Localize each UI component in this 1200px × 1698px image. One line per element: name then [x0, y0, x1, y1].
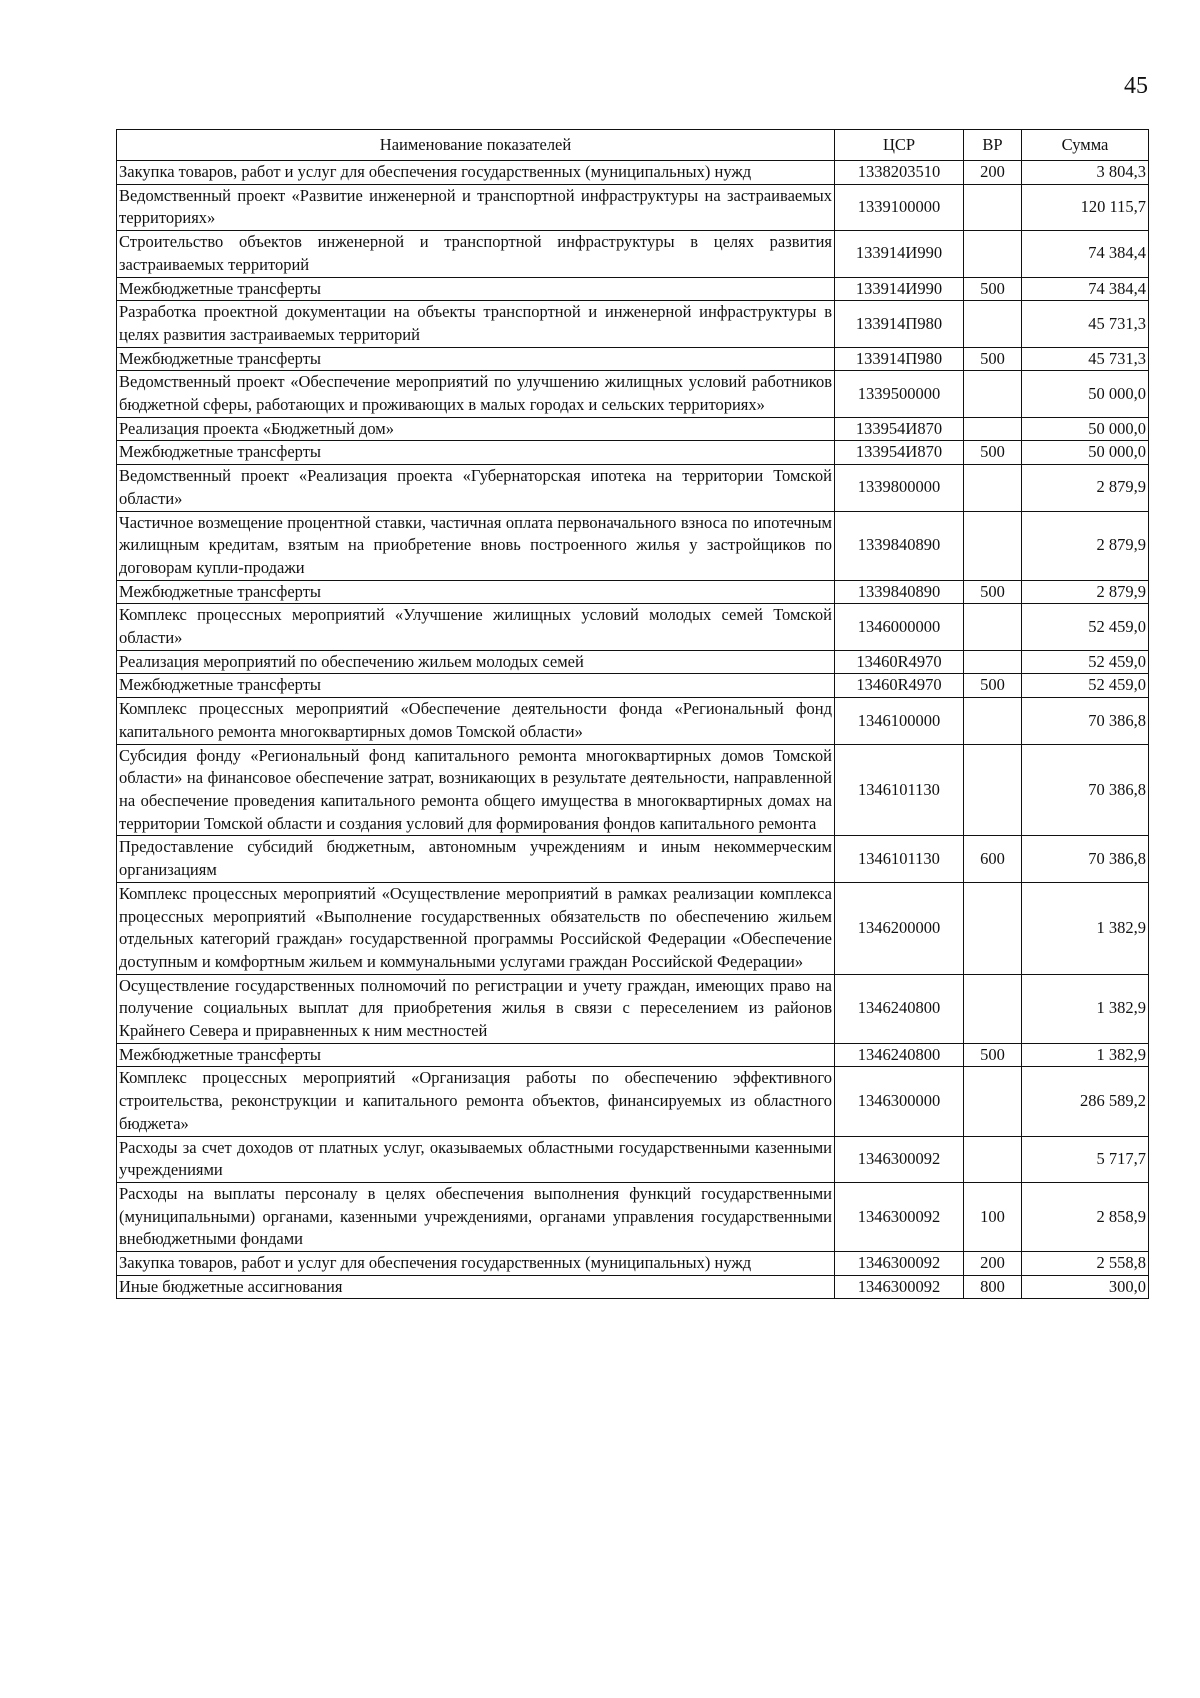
cell-sum: 5 717,7 [1022, 1136, 1149, 1182]
cell-name: Межбюджетные трансферты [117, 674, 835, 698]
page-number: 45 [1124, 73, 1148, 99]
cell-vr [964, 231, 1022, 277]
cell-csr: 133914И990 [835, 277, 964, 301]
cell-vr [964, 371, 1022, 417]
cell-vr: 600 [964, 836, 1022, 882]
cell-vr [964, 650, 1022, 674]
cell-csr: 1346300092 [835, 1275, 964, 1299]
cell-csr: 1346300092 [835, 1182, 964, 1251]
cell-sum: 50 000,0 [1022, 371, 1149, 417]
cell-name: Межбюджетные трансферты [117, 580, 835, 604]
table-row [117, 277, 1149, 301]
cell-sum: 74 384,4 [1022, 277, 1149, 301]
table-row [117, 231, 1149, 277]
table-row [117, 1182, 1149, 1251]
cell-sum: 50 000,0 [1022, 441, 1149, 465]
cell-sum: 3 804,3 [1022, 161, 1149, 185]
cell-csr: 133914П980 [835, 301, 964, 347]
cell-sum: 70 386,8 [1022, 836, 1149, 882]
cell-vr [964, 974, 1022, 1043]
cell-vr [964, 465, 1022, 511]
table-row [117, 604, 1149, 650]
header-csr: ЦСР [835, 130, 964, 161]
table-row [117, 347, 1149, 371]
cell-name: Реализация мероприятий по обеспечению жильем молодых семей [117, 650, 835, 674]
cell-csr: 1338203510 [835, 161, 964, 185]
cell-name: Предоставление субсидий бюджетным, автономным учреждениям и иным некоммерческим организациям [117, 836, 835, 882]
cell-csr: 133954И870 [835, 441, 964, 465]
cell-name: Комплекс процессных мероприятий «Организация работы по обеспечению эффективного строительства, реконструкции и капитального ремонта объектов, финансируемых из областного бюджета» [117, 1067, 835, 1136]
cell-name: Строительство объектов инженерной и транспортной инфраструктуры в целях развития застраиваемых территорий [117, 231, 835, 277]
cell-vr [964, 1136, 1022, 1182]
cell-csr: 1346200000 [835, 882, 964, 974]
cell-csr: 1346000000 [835, 604, 964, 650]
cell-name: Комплекс процессных мероприятий «Обеспечение деятельности фонда «Региональный фонд капитального ремонта многоквартирных домов Томской области» [117, 698, 835, 744]
header-row [117, 130, 1149, 161]
cell-vr: 800 [964, 1275, 1022, 1299]
table-row [117, 371, 1149, 417]
cell-csr: 1346240800 [835, 1043, 964, 1067]
cell-vr [964, 698, 1022, 744]
cell-name: Комплекс процессных мероприятий «Улучшение жилищных условий молодых семей Томской области» [117, 604, 835, 650]
cell-csr: 1339840890 [835, 580, 964, 604]
cell-sum: 52 459,0 [1022, 604, 1149, 650]
cell-sum: 2 558,8 [1022, 1252, 1149, 1276]
cell-sum: 286 589,2 [1022, 1067, 1149, 1136]
cell-name: Расходы на выплаты персоналу в целях обеспечения выполнения функций государственными (муниципальными) органами, казенными учреждениями, органами управления государственными внебюджетными фондами [117, 1182, 835, 1251]
cell-vr [964, 1067, 1022, 1136]
cell-name: Закупка товаров, работ и услуг для обеспечения государственных (муниципальных) нужд [117, 1252, 835, 1276]
table-row [117, 465, 1149, 511]
cell-sum: 52 459,0 [1022, 650, 1149, 674]
cell-name: Межбюджетные трансферты [117, 441, 835, 465]
cell-csr: 1339100000 [835, 184, 964, 230]
cell-sum: 1 382,9 [1022, 974, 1149, 1043]
table-row [117, 1067, 1149, 1136]
table-row [117, 1275, 1149, 1299]
table-row [117, 511, 1149, 580]
cell-sum: 2 858,9 [1022, 1182, 1149, 1251]
cell-csr: 1346100000 [835, 698, 964, 744]
cell-name: Комплекс процессных мероприятий «Осуществление мероприятий в рамках реализации комплекса процессных мероприятий «Выполнение государственных обязательств по обеспечению жильем отдельных категорий граждан» государственной программы Российской Федерации «Обеспечение доступным и комфортным жильем и коммунальными услугами граждан Российской Федерации» [117, 882, 835, 974]
cell-name: Разработка проектной документации на объекты транспортной и инженерной инфраструктуры в целях развития застраиваемых территорий [117, 301, 835, 347]
cell-name: Ведомственный проект «Обеспечение мероприятий по улучшению жилищных условий работников бюджетной сферы, работающих и проживающих в малых городах и сельских территориях» [117, 371, 835, 417]
cell-csr: 133914И990 [835, 231, 964, 277]
cell-csr: 133914П980 [835, 347, 964, 371]
cell-name: Межбюджетные трансферты [117, 277, 835, 301]
cell-vr: 500 [964, 277, 1022, 301]
cell-vr: 500 [964, 1043, 1022, 1067]
table-row [117, 974, 1149, 1043]
cell-csr: 1346101130 [835, 836, 964, 882]
table-row [117, 184, 1149, 230]
cell-csr: 1346101130 [835, 744, 964, 836]
cell-vr: 500 [964, 441, 1022, 465]
table-row [117, 1252, 1149, 1276]
table-row [117, 1043, 1149, 1067]
cell-name: Закупка товаров, работ и услуг для обеспечения государственных (муниципальных) нужд [117, 161, 835, 185]
table-row [117, 836, 1149, 882]
cell-csr: 1346300000 [835, 1067, 964, 1136]
cell-sum: 2 879,9 [1022, 511, 1149, 580]
cell-sum: 2 879,9 [1022, 465, 1149, 511]
budget-table [116, 129, 1149, 1299]
cell-name: Межбюджетные трансферты [117, 1043, 835, 1067]
cell-vr: 500 [964, 347, 1022, 371]
cell-csr: 133954И870 [835, 417, 964, 441]
cell-sum: 1 382,9 [1022, 1043, 1149, 1067]
table-row [117, 301, 1149, 347]
cell-vr: 200 [964, 1252, 1022, 1276]
table-row [117, 441, 1149, 465]
cell-name: Ведомственный проект «Развитие инженерной и транспортной инфраструктуры на застраиваемых территориях» [117, 184, 835, 230]
header-vr: ВР [964, 130, 1022, 161]
table-row [117, 580, 1149, 604]
cell-sum: 1 382,9 [1022, 882, 1149, 974]
cell-vr [964, 744, 1022, 836]
cell-name: Иные бюджетные ассигнования [117, 1275, 835, 1299]
cell-sum: 70 386,8 [1022, 744, 1149, 836]
cell-csr: 1339800000 [835, 465, 964, 511]
cell-sum: 52 459,0 [1022, 674, 1149, 698]
table-header [117, 130, 1149, 161]
cell-name: Реализация проекта «Бюджетный дом» [117, 417, 835, 441]
table-row [117, 744, 1149, 836]
cell-csr: 13460R4970 [835, 674, 964, 698]
cell-vr: 500 [964, 580, 1022, 604]
cell-vr [964, 417, 1022, 441]
cell-sum: 70 386,8 [1022, 698, 1149, 744]
cell-vr [964, 184, 1022, 230]
cell-sum: 45 731,3 [1022, 301, 1149, 347]
cell-sum: 45 731,3 [1022, 347, 1149, 371]
cell-csr: 1346300092 [835, 1252, 964, 1276]
cell-name: Частичное возмещение процентной ставки, частичная оплата первоначального взноса по ипотечным жилищным кредитам, взятым на приобретение вновь построенного жилья у застройщиков по договорам купли-продажи [117, 511, 835, 580]
cell-vr [964, 301, 1022, 347]
cell-csr: 1339840890 [835, 511, 964, 580]
cell-vr [964, 604, 1022, 650]
table-row [117, 650, 1149, 674]
header-name: Наименование показателей [117, 130, 835, 161]
cell-sum: 2 879,9 [1022, 580, 1149, 604]
cell-name: Межбюджетные трансферты [117, 347, 835, 371]
table-body [117, 161, 1149, 1299]
cell-vr: 500 [964, 674, 1022, 698]
cell-sum: 300,0 [1022, 1275, 1149, 1299]
cell-sum: 74 384,4 [1022, 231, 1149, 277]
cell-name: Субсидия фонду «Региональный фонд капитального ремонта многоквартирных домов Томской области» на финансовое обеспечение затрат, возникающих в результате деятельности, направленной на обеспечение проведения капитального ремонта общего имущества в многоквартирных домах на территории Томской области и создания условий для формирования фондов капитального ремонта [117, 744, 835, 836]
cell-csr: 1346300092 [835, 1136, 964, 1182]
cell-csr: 13460R4970 [835, 650, 964, 674]
table-row [117, 1136, 1149, 1182]
cell-name: Ведомственный проект «Реализация проекта «Губернаторская ипотека на территории Томской области» [117, 465, 835, 511]
cell-csr: 1339500000 [835, 371, 964, 417]
cell-vr [964, 882, 1022, 974]
table-row [117, 161, 1149, 185]
table-row [117, 882, 1149, 974]
header-sum: Сумма [1022, 130, 1149, 161]
cell-vr: 100 [964, 1182, 1022, 1251]
cell-vr [964, 511, 1022, 580]
cell-sum: 120 115,7 [1022, 184, 1149, 230]
cell-csr: 1346240800 [835, 974, 964, 1043]
cell-sum: 50 000,0 [1022, 417, 1149, 441]
table-row [117, 417, 1149, 441]
table-row [117, 698, 1149, 744]
cell-name: Расходы за счет доходов от платных услуг, оказываемых областными государственными казенными учреждениями [117, 1136, 835, 1182]
cell-vr: 200 [964, 161, 1022, 185]
table-row [117, 674, 1149, 698]
cell-name: Осуществление государственных полномочий по регистрации и учету граждан, имеющих право на получение социальных выплат для приобретения жилья в связи с переселением из районов Крайнего Севера и приравненных к ним местностей [117, 974, 835, 1043]
